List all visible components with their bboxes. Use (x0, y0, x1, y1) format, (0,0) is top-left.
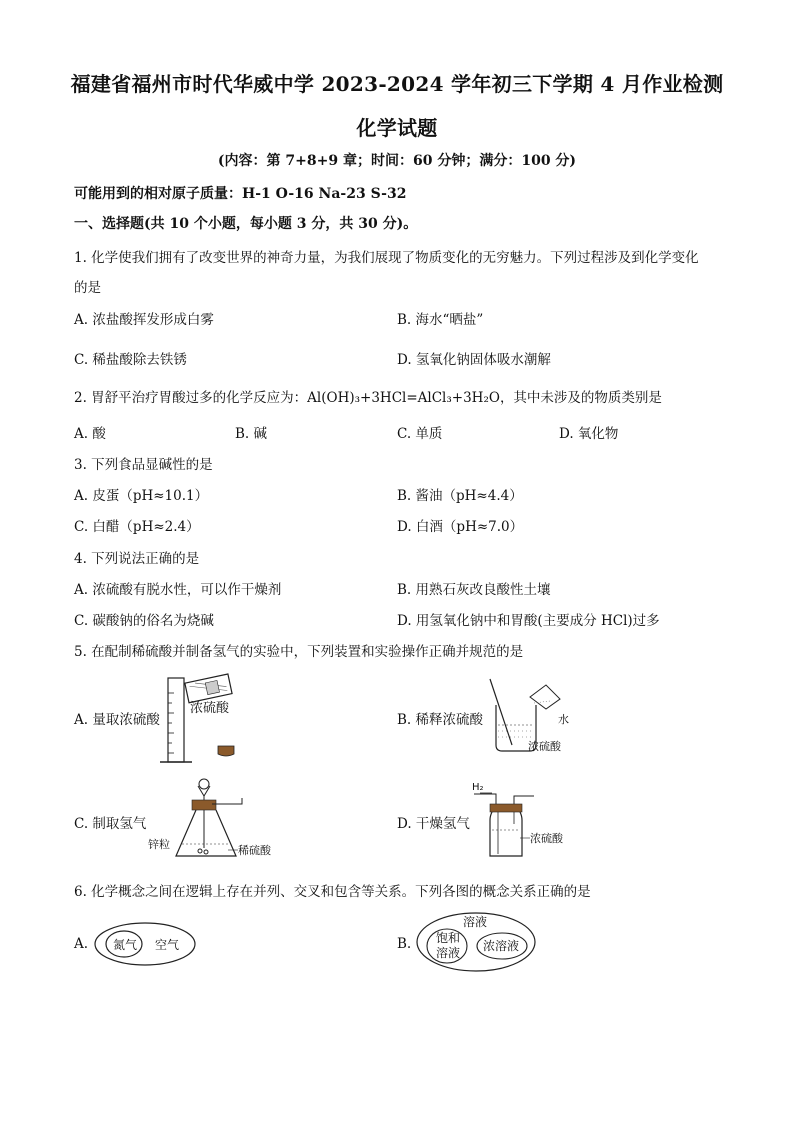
air-set (95, 923, 195, 965)
q1-option-c: C. 稀盐酸除去铁锈 (74, 352, 187, 368)
q6-option-b: B. (397, 936, 412, 952)
section-heading: 一、选择题(共 10 个小题，每小题 3 分，共 30 分)。 (74, 216, 418, 232)
stopper (490, 804, 522, 812)
q2-stem (74, 386, 662, 406)
q3-option-b: B. 酱油（pH≈4.4） (397, 488, 523, 504)
q2-equation: Al(OH)₃+3HCl=AlCl₃+3H₂O (307, 390, 500, 406)
q5a-apparatus (160, 668, 280, 768)
q2-option-b: B. 碱 (235, 426, 268, 442)
q5-stem: 5. 在配制稀硫酸并制备氢气的实验中，下列装置和实验操作正确并规范的是 (74, 644, 524, 660)
q4-option-a: A. 浓硫酸有脱水性，可以作干燥剂 (74, 582, 282, 598)
page-title: 福建省福州市时代华威中学 2023-2024 学年初三下学期 4 月作业检测 (70, 72, 724, 96)
q2-option-c: C. 单质 (397, 426, 443, 442)
q1-stem: 1. 化学使我们拥有了改变世界的神奇力量，为我们展现了物质变化的无穷魅力。下列过程涉及到化学变化 (74, 250, 699, 266)
q4-stem: 4. 下列说法正确的是 (74, 551, 200, 567)
q5d-apparatus (470, 780, 590, 862)
q4-option-c: C. 碳酸钠的俗名为烧碱 (74, 613, 214, 629)
q2-option-d: D. 氧化物 (559, 426, 619, 442)
q5-option-b: B. 稀释浓硫酸 (397, 712, 484, 728)
glass-rod (490, 679, 512, 745)
q5b-water-label: 水 (558, 713, 569, 726)
q1-stem-cont: 的是 (74, 280, 101, 296)
q2-stem-pre: 2. 胃舒平治疗胃酸过多的化学反应为： (74, 390, 308, 406)
q5-option-a: A. 量取浓硫酸 (74, 712, 160, 728)
q5b-acid-label: 浓硫酸 (528, 740, 561, 753)
q6-option-a: A. (74, 936, 89, 952)
q5a-label: 浓硫酸 (190, 701, 230, 716)
q4-option-b: B. 用熟石灰改良酸性土壤 (397, 582, 551, 598)
page-subtitle: 化学试题 (356, 116, 438, 140)
bottle-stopper (218, 746, 234, 756)
q5b-apparatus (484, 675, 594, 757)
q6a-diagram (94, 922, 196, 966)
q1-option-a: A. 浓盐酸挥发形成白雾 (74, 312, 214, 328)
stopper (192, 800, 216, 810)
gas-washing-bottle (490, 812, 522, 856)
q1-option-d: D. 氢氧化钠固体吸水潮解 (397, 352, 551, 368)
q6-stem: 6. 化学概念之间在逻辑上存在并列、交叉和包含等关系。下列各图的概念关系正确的是 (74, 884, 591, 900)
q1-option-b: B. 海水“晒盐” (397, 312, 484, 328)
q5c-acid-label: 稀硫酸 (238, 844, 271, 857)
q6a-outer-label: 空气 (155, 938, 180, 952)
q2-option-a: A. 酸 (74, 426, 106, 442)
q3-option-c: C. 白醋（pH≈2.4） (74, 519, 200, 535)
q6b-right-label: 浓溶液 (483, 939, 520, 953)
q3-stem: 3. 下列食品显碱性的是 (74, 457, 213, 473)
q4-option-d: D. 用氢氧化钠中和胃酸(主要成分 HCl)过多 (397, 613, 660, 629)
q3-option-d: D. 白酒（pH≈7.0） (397, 519, 524, 535)
reagent-bottle (185, 674, 232, 703)
q5d-h2-label: H₂ (472, 782, 484, 793)
q6b-diagram (416, 912, 536, 972)
q2-stem-post: ，其中未涉及的物质类别是 (499, 390, 662, 406)
q6b-left-label-2: 溶液 (436, 946, 461, 960)
q6b-left-label-1: 饱和 (436, 931, 461, 945)
q5c-zinc-label: 锌粒 (148, 838, 170, 851)
measuring-cylinder (168, 678, 184, 762)
q6b-outer-label: 溶液 (463, 915, 488, 929)
conical-flask (176, 810, 236, 856)
pouring-beaker (530, 685, 560, 709)
q5-option-c: C. 制取氢气 (74, 816, 147, 832)
q6a-inner-label: 氮气 (113, 938, 138, 952)
q3-option-a: A. 皮蛋（pH≈10.1） (74, 488, 209, 504)
delivery-tube (212, 798, 242, 804)
exam-info: (内容：第 7+8+9 章；时间：60 分钟；满分：100 分) (217, 153, 577, 169)
q5c-apparatus (148, 778, 308, 868)
atomic-masses: 可能用到的相对原子质量：H-1 O-16 Na-23 S-32 (74, 186, 407, 202)
q5-option-d: D. 干燥氢气 (397, 816, 470, 832)
q5d-acid-label: 浓硫酸 (530, 832, 563, 845)
